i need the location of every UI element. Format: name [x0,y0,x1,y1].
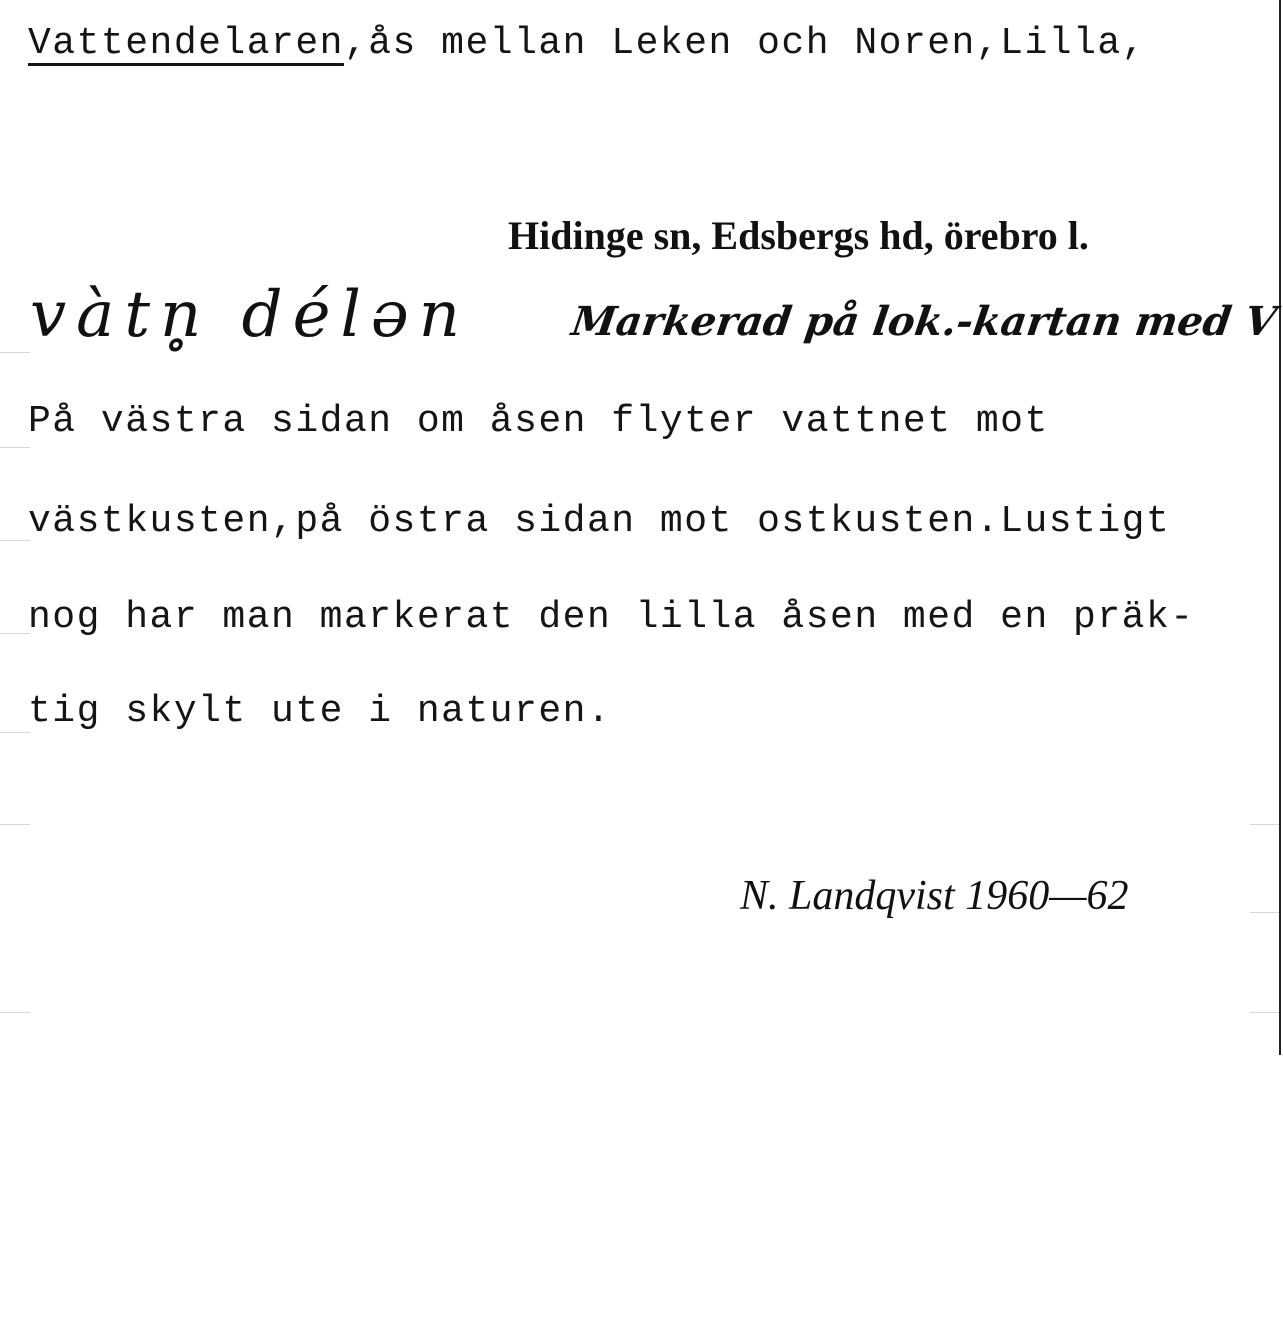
body-line-2: västkusten,på östra sidan mot ostkusten.Lustigt [28,500,1171,543]
phonetic-transcription: vàtn̥ délən [30,278,470,352]
headword: Vattendelaren [28,22,344,65]
handwritten-note: Markerad på lok.-kartan med V [568,298,1280,345]
scan-rule [0,633,30,634]
scan-rule [0,824,30,825]
scan-rule [0,1012,30,1013]
scan-rule [0,540,30,541]
body-line-3: nog har man markerat den lilla åsen med en präk- [28,596,1195,639]
card-edge [1279,0,1281,1055]
scan-rule [0,447,30,448]
scan-rule [1250,1012,1280,1013]
body-line-4: tig skylt ute i naturen. [28,690,612,733]
scan-rule [1250,912,1280,913]
scan-rule [1250,824,1280,825]
scan-rule [0,352,30,353]
heading-description: ,ås mellan Leken och Noren,Lilla, [343,22,1146,65]
signature: N. Landqvist 1960—62 [740,873,1129,919]
place-name: Hidinge sn, Edsbergs hd, örebro l. [508,213,1089,258]
body-line-1: På västra sidan om åsen flyter vattnet mot [28,400,1049,443]
heading-line [28,22,1146,65]
scan-rule [0,732,30,733]
